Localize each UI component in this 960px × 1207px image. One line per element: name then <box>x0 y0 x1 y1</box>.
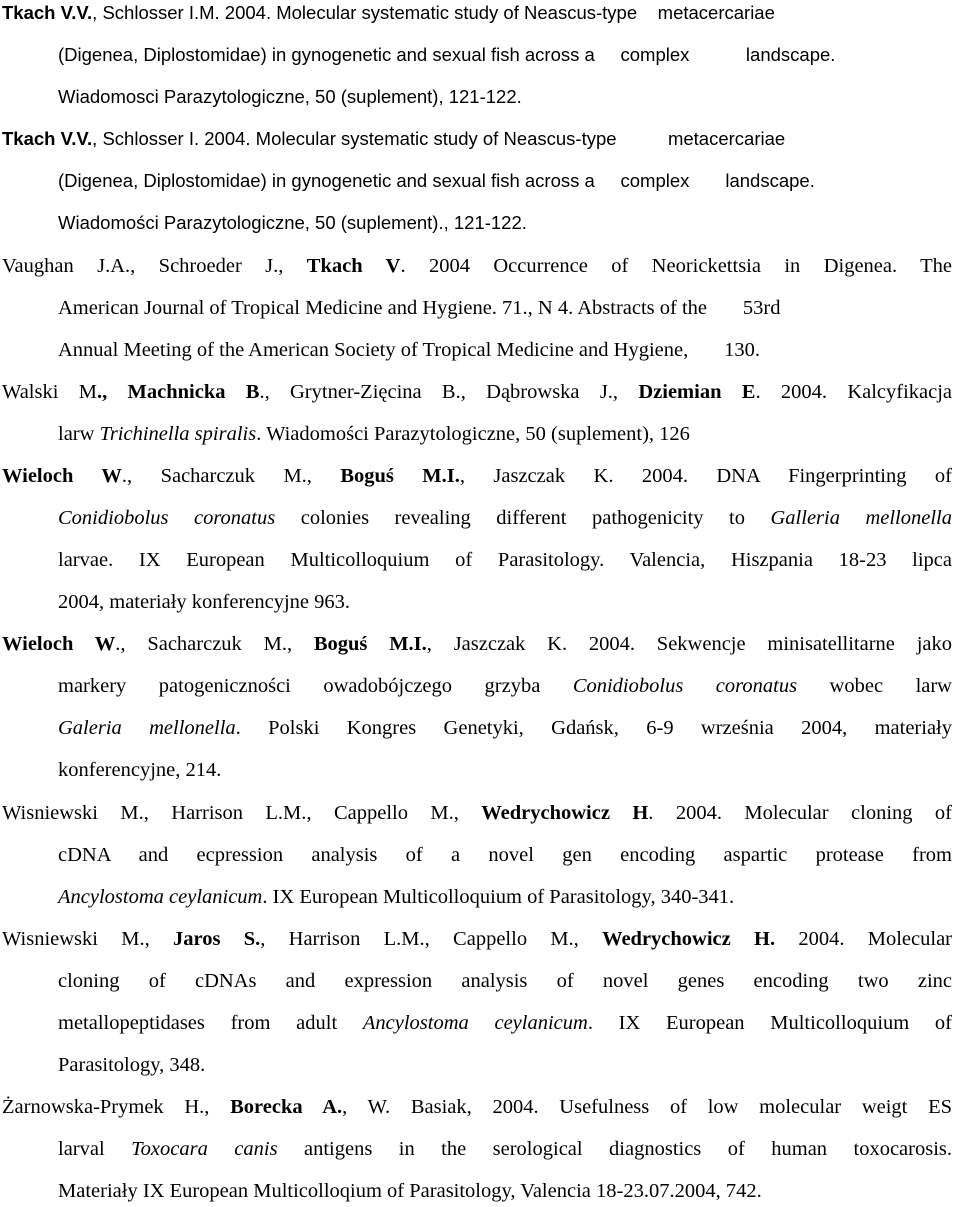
reference-text: , Schlosser I. 2004. Molecular systematic study of Neascus-type metacercariae <box>92 128 786 149</box>
reference-text: . Polski Kongres Genetyki, Gdańsk, 6-9 września 2004, materiały <box>235 717 952 739</box>
reference-continuation-line <box>58 718 952 739</box>
reference-text: 2004. Molecular <box>775 928 952 950</box>
reference-text: ., Sacharczuk M., <box>121 465 341 487</box>
reference-text: , Jaszczak K. 2004. Sekwencje minisatellitarne jako <box>426 633 952 655</box>
reference-text: American Journal of Tropical Medicine and Hygiene. 71., N 4. Abstracts of the 53rd <box>58 297 781 319</box>
reference-text: , Harrison L.M., Cappello M., <box>260 928 603 950</box>
species-name: Toxocara canis <box>131 1138 278 1160</box>
reference-continuation-line <box>58 760 221 781</box>
reference-text: Żarnowska-Prymek H., <box>2 1096 231 1118</box>
author-highlight: Boguś M.I. <box>313 633 427 655</box>
reference-text: (Digenea, Diplostomidae) in gynogenetic and sexual fish across a complex landscape. <box>58 170 815 191</box>
reference-text: Walski M <box>2 381 97 403</box>
reference-continuation-line <box>58 1013 952 1034</box>
reference-first-line <box>2 803 952 824</box>
reference-text: metallopeptidases from adult <box>58 1012 363 1034</box>
species-name: Galeria mellonella <box>58 717 236 739</box>
author-highlight: Wedrychowicz H <box>481 802 649 824</box>
reference-first-line <box>2 256 952 277</box>
reference-text: cloning of cDNAs and expression analysis of novel genes encoding two zinc <box>58 970 952 992</box>
author-highlight: Tkach V.V. <box>2 128 93 149</box>
reference-continuation-line <box>58 508 952 529</box>
reference-text: , Jaszczak K. 2004. DNA Fingerprinting of <box>459 465 952 487</box>
reference-continuation-line <box>58 340 760 361</box>
reference-continuation-line <box>58 46 835 65</box>
reference-continuation-line <box>58 971 952 992</box>
author-highlight: Boguś M.I. <box>340 465 460 487</box>
reference-text: cDNA and ecpression analysis of a novel gen encoding aspartic protease from <box>58 844 952 866</box>
reference-first-line <box>2 4 775 23</box>
reference-text: Wisniewski M., Harrison L.M., Cappello M., <box>2 802 482 824</box>
reference-first-line <box>2 929 952 950</box>
reference-continuation-line <box>58 88 522 107</box>
species-name: Ancylostoma ceylanicum <box>58 886 263 908</box>
species-name: Galleria mellonella <box>770 507 952 529</box>
reference-text: . Wiadomości Parazytologiczne, 50 (suplement), 126 <box>256 423 690 445</box>
author-highlight: Wieloch W <box>2 465 122 487</box>
author-highlight: ., Machnicka B <box>96 381 260 403</box>
reference-text: ., Sacharczuk M., <box>115 633 314 655</box>
species-name: Conidiobolus coronatus <box>58 507 276 529</box>
reference-text: Wiadomosci Parazytologiczne, 50 (suplement), 121-122. <box>58 86 522 107</box>
reference-continuation-line <box>58 424 690 445</box>
author-highlight: Tkach V.V. <box>2 2 93 23</box>
reference-first-line <box>2 466 952 487</box>
reference-text: larvae. IX European Multicolloquium of Parasitology. Valencia, Hiszpania 18-23 lipca <box>58 549 952 571</box>
reference-text: . IX European Multicolloquium of Parasitology, 340-341. <box>262 886 735 908</box>
reference-text: markery patogeniczności owadobójczego grzyba <box>58 675 573 697</box>
reference-text: larval <box>58 1138 132 1160</box>
reference-text: , Schlosser I.M. 2004. Molecular systematic study of Neascus-type metacercariae <box>92 2 775 23</box>
reference-continuation-line <box>58 887 734 908</box>
author-highlight: Wedrychowicz H. <box>602 928 776 950</box>
reference-text: . IX European Multicolloquium of <box>587 1012 952 1034</box>
reference-text: ., Grytner-Zięcina B., Dąbrowska J., <box>259 381 639 403</box>
reference-text: Vaughan J.A., Schroeder J., <box>2 255 307 277</box>
reference-first-line <box>2 130 785 149</box>
reference-text: 2004, materiały konferencyjne 963. <box>58 591 351 613</box>
reference-text: . 2004. Molecular cloning of <box>648 802 952 824</box>
reference-continuation-line <box>58 298 780 319</box>
reference-text: larw <box>58 423 100 445</box>
reference-text: Wisniewski M., <box>2 928 173 950</box>
reference-text: konferencyjne, 214. <box>58 759 222 781</box>
reference-text: (Digenea, Diplostomidae) in gynogenetic and sexual fish across a complex landscape. <box>58 44 836 65</box>
reference-text: Materiały IX European Multicolloqium of Parasitology, Valencia 18-23.07.2004, 742. <box>58 1180 762 1202</box>
reference-text: colonies revealing different pathogenicity to <box>275 507 771 529</box>
reference-continuation-line <box>58 1055 205 1076</box>
reference-first-line <box>2 382 952 403</box>
reference-continuation-line <box>58 1181 762 1202</box>
reference-text: wobec larw <box>797 675 952 697</box>
reference-text: . 2004. Kalcyfikacja <box>755 381 953 403</box>
reference-text: Wiadomości Parazytologiczne, 50 (suplement)., 121-122. <box>58 212 527 233</box>
reference-continuation-line <box>58 845 952 866</box>
reference-continuation-line <box>58 214 527 233</box>
species-name: Trichinella spiralis <box>99 423 257 445</box>
reference-continuation-line <box>58 1139 952 1160</box>
reference-text: Parasitology, 348. <box>58 1054 206 1076</box>
reference-continuation-line <box>58 676 952 697</box>
reference-text: , W. Basiak, 2004. Usefulness of low molecular weigt ES <box>342 1096 952 1118</box>
author-highlight: Dziemian E <box>638 381 756 403</box>
author-highlight: Borecka A. <box>230 1096 343 1118</box>
reference-first-line <box>2 634 952 655</box>
author-highlight: Tkach V <box>306 255 401 277</box>
reference-first-line <box>2 1097 952 1118</box>
reference-text: antigens in the serological diagnostics of human toxocarosis. <box>277 1138 952 1160</box>
species-name: Conidiobolus coronatus <box>572 675 798 697</box>
reference-text: . 2004 Occurrence of Neorickettsia in Digenea. The <box>400 255 953 277</box>
reference-continuation-line <box>58 172 815 191</box>
reference-text: Annual Meeting of the American Society of Tropical Medicine and Hygiene, 130. <box>58 339 760 361</box>
author-highlight: Wieloch W <box>2 633 116 655</box>
species-name: Ancylostoma ceylanicum <box>362 1012 588 1034</box>
reference-continuation-line <box>58 592 350 613</box>
reference-continuation-line <box>58 550 952 571</box>
author-highlight: Jaros S. <box>173 928 261 950</box>
